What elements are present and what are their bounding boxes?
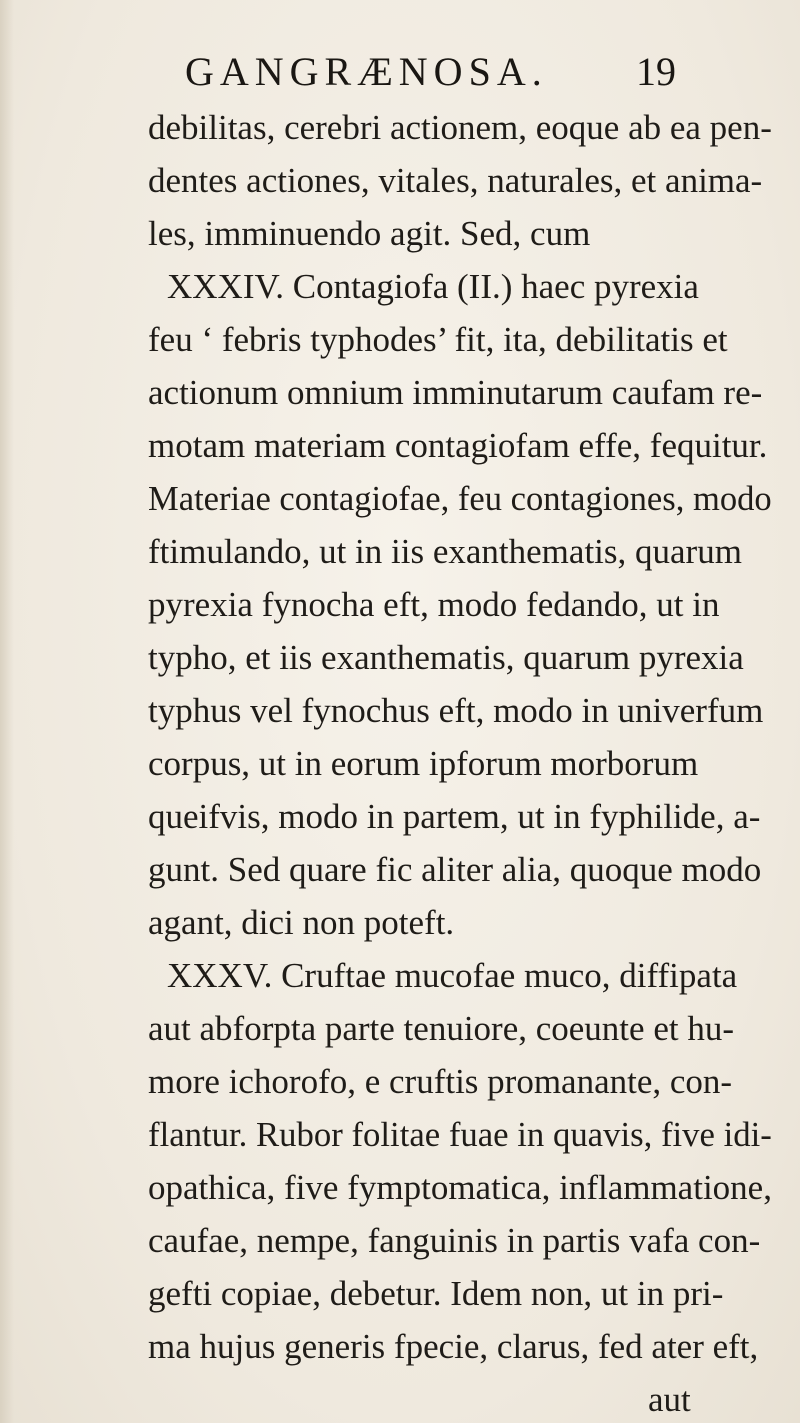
text-line: typhus vel fynochus eft, modo in univerfum — [148, 691, 764, 730]
page-gutter-shadow — [0, 0, 14, 1423]
text-line: flantur. Rubor folitae fuae in quavis, five idi- — [148, 1115, 772, 1154]
text-line: opathica, five fymptomatica, inflammatione, — [148, 1168, 772, 1207]
text-line: actionum omnium imminutarum caufam re- — [148, 373, 763, 412]
text-line: XXXV. Cruftae mucofae muco, diffipata — [167, 956, 738, 995]
text-line: queifvis, modo in partem, ut in fyphilide, a- — [148, 797, 761, 836]
text-line: debilitas, cerebri actionem, eoque ab ea pen- — [148, 108, 772, 147]
text-line: ma hujus generis fpecie, clarus, fed ater eft, — [148, 1327, 759, 1366]
running-title: GANGRÆNOSA. — [185, 49, 548, 94]
text-line: ftimulando, ut in iis exanthematis, quarum — [148, 532, 742, 571]
text-line: aut abforpta parte tenuiore, coeunte et hu- — [148, 1009, 734, 1048]
text-line: pyrexia fynocha eft, modo fedando, ut in — [148, 585, 720, 624]
text-line: caufae, nempe, fanguinis in partis vafa con- — [148, 1221, 761, 1260]
page-number: 19 — [636, 49, 676, 94]
text-line: feu ‘ febris typhodes’ fit, ita, debilitatis et — [148, 320, 728, 359]
text-line: motam materiam contagiofam effe, fequitur. — [148, 426, 768, 465]
text-line: corpus, ut in eorum ipforum morborum — [148, 744, 699, 783]
text-line: les, imminuendo agit. Sed, cum — [148, 214, 591, 253]
text-line: XXXIV. Contagiofa (II.) haec pyrexia — [167, 267, 699, 306]
catchword: aut — [648, 1380, 691, 1419]
text-line: dentes actiones, vitales, naturales, et anima- — [148, 161, 763, 200]
text-line: agant, dici non poteft. — [148, 903, 455, 942]
text-line: Materiae contagiofae, feu contagiones, modo — [148, 479, 772, 518]
text-line: typho, et iis exanthematis, quarum pyrexia — [148, 638, 744, 677]
text-line: gefti copiae, debetur. Idem non, ut in pri- — [148, 1274, 724, 1313]
text-line: gunt. Sed quare fic aliter alia, quoque modo — [148, 850, 762, 889]
text-line: more ichorofo, e cruftis promanante, con- — [148, 1062, 733, 1101]
